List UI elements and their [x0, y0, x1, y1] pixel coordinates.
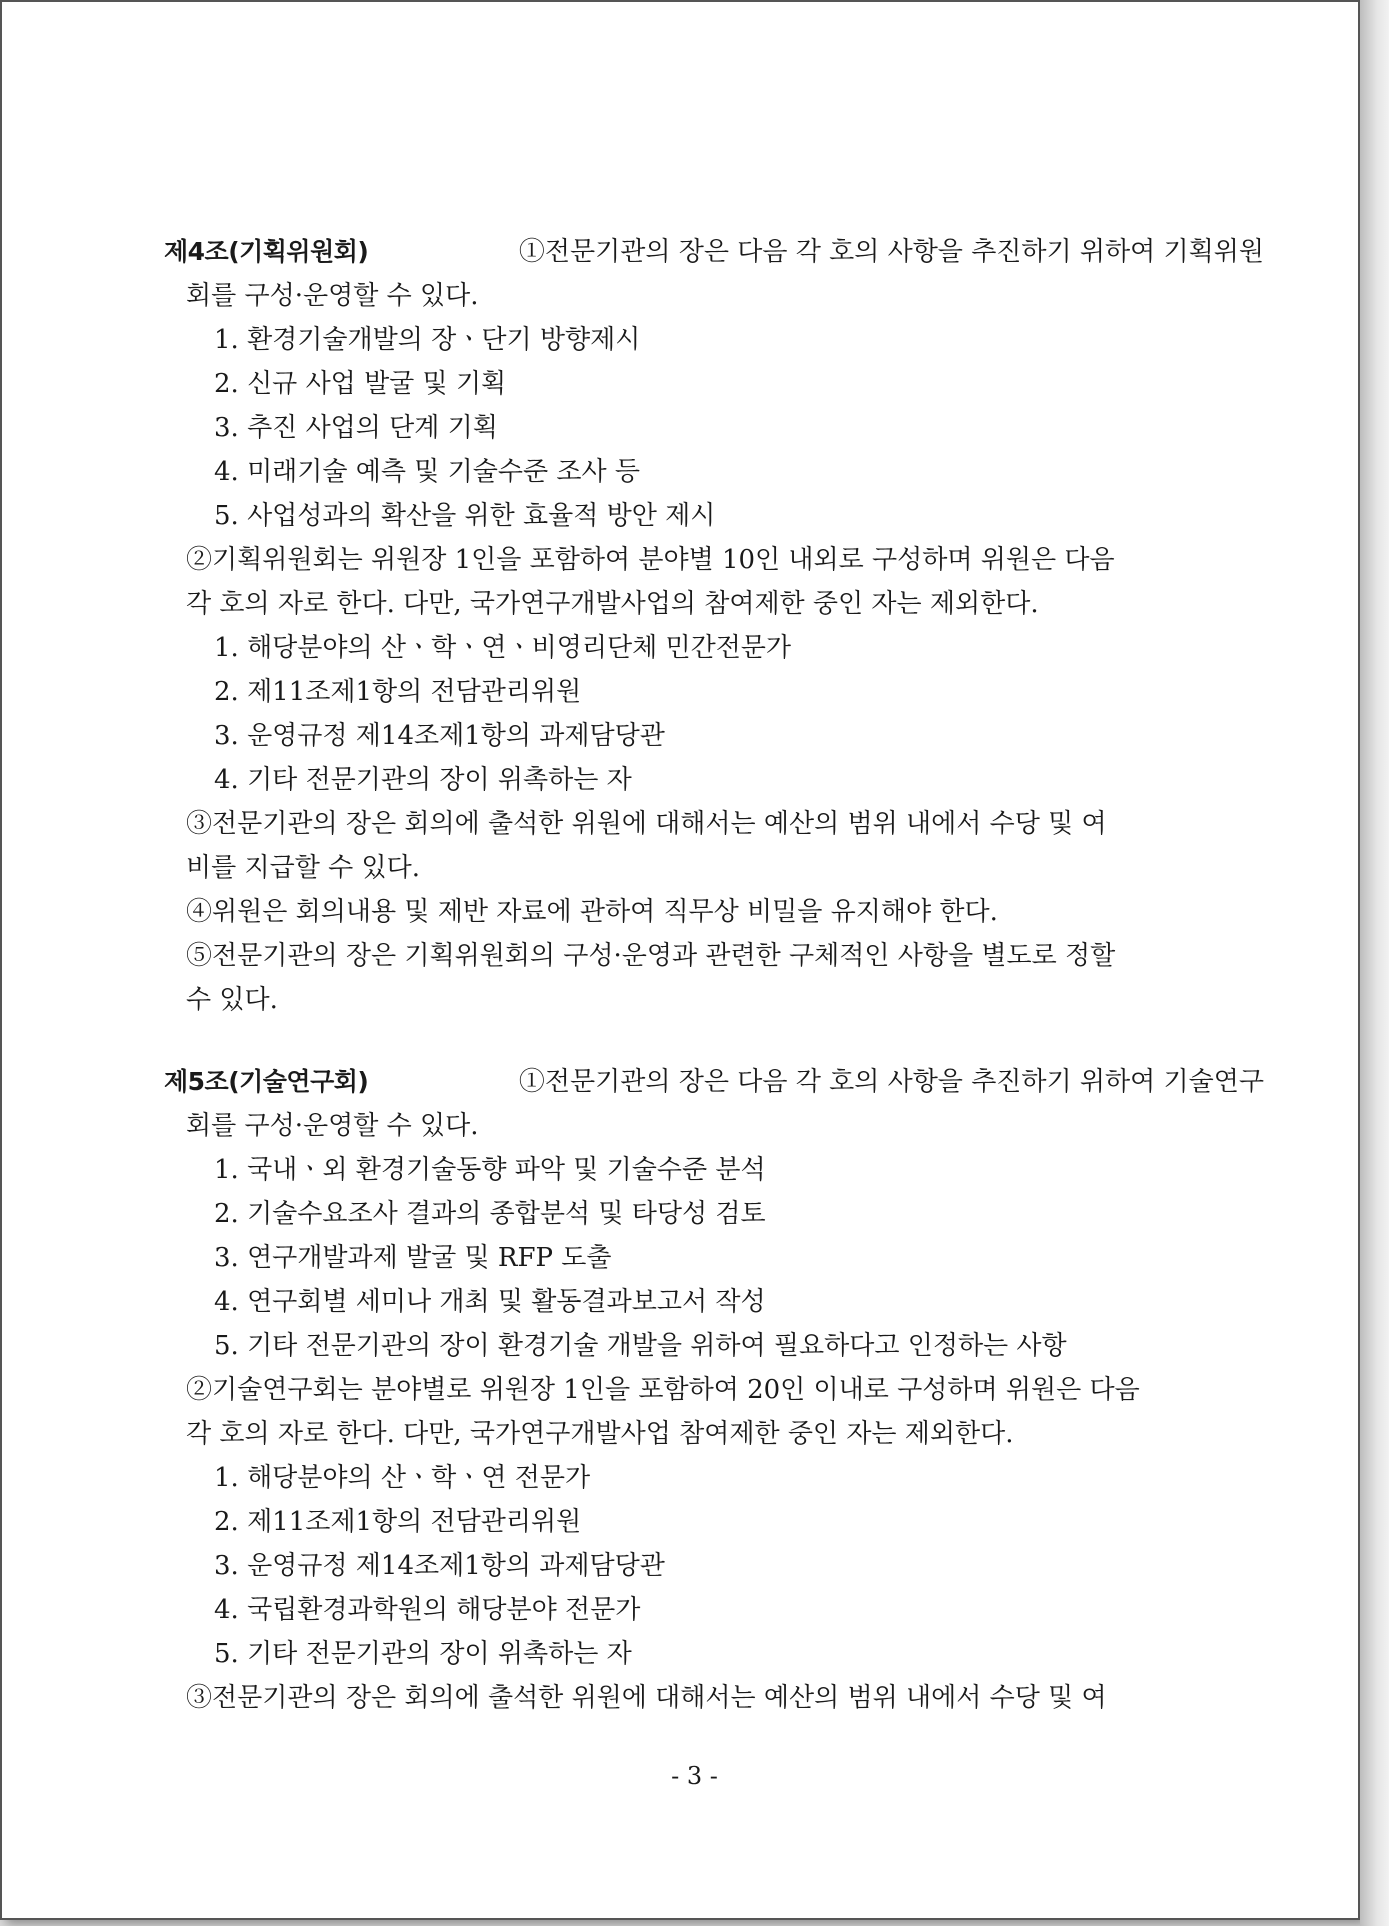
article5-paragraph2-line2: 각 호의 자로 한다. 다만, 국가연구개발사업 참여제한 중인 자는 제외한다. — [186, 1419, 1014, 1449]
article4-item-5: 5. 사업성과의 확산을 위한 효율적 방안 제시 — [214, 501, 716, 531]
document-body — [164, 230, 1264, 1720]
article4-item-1: 1. 환경기술개발의 장ㆍ단기 방향제시 — [214, 325, 641, 355]
article5-member-item-2: 2. 제11조제1항의 전담관리위원 — [214, 1507, 582, 1537]
article5-member-item-1: 1. 해당분야의 산ㆍ학ㆍ연 전문가 — [214, 1463, 591, 1493]
article5-member-item-3: 3. 운영규정 제14조제1항의 과제담당관 — [214, 1551, 665, 1581]
article5-line2: 회를 구성·운영할 수 있다. — [186, 1111, 479, 1141]
article4-item-3: 3. 추진 사업의 단계 기획 — [214, 413, 498, 443]
article4-item-2: 2. 신규 사업 발굴 및 기획 — [214, 369, 507, 399]
article5-item-4: 4. 연구회별 세미나 개최 및 활동결과보고서 작성 — [214, 1287, 766, 1317]
article5-member-item-5: 5. 기타 전문기관의 장이 위촉하는 자 — [214, 1639, 632, 1669]
article4-member-item-1: 1. 해당분야의 산ㆍ학ㆍ연ㆍ비영리단체 민간전문가 — [214, 633, 792, 663]
article4-paragraph5-line1: ⑤전문기관의 장은 기획위원회의 구성·운영과 관련한 구체적인 사항을 별도로 정할 — [186, 941, 1116, 971]
article5-item-2: 2. 기술수요조사 결과의 종합분석 및 타당성 검토 — [214, 1199, 766, 1229]
article4-line2: 회를 구성·운영할 수 있다. — [186, 281, 479, 311]
article5-heading: 제5조(기술연구회) — [164, 1067, 369, 1096]
article4-paragraph3-line1: ③전문기관의 장은 회의에 출석한 위원에 대해서는 예산의 범위 내에서 수당 및 여 — [186, 809, 1107, 839]
article5-member-item-4: 4. 국립환경과학원의 해당분야 전문가 — [214, 1595, 641, 1625]
article5-item-1: 1. 국내ㆍ외 환경기술동향 파악 및 기술수준 분석 — [214, 1155, 766, 1185]
article5-paragraph1-start: ①전문기관의 장은 다음 각 호의 사항을 추진하기 위하여 기술연구 — [518, 1067, 1264, 1097]
article4-item-4: 4. 미래기술 예측 및 기술수준 조사 등 — [214, 457, 641, 487]
article-spacer — [164, 1022, 1264, 1060]
article5-paragraph3-line1: ③전문기관의 장은 회의에 출석한 위원에 대해서는 예산의 범위 내에서 수당 및 여 — [186, 1683, 1107, 1713]
article5-line1 — [164, 1060, 1264, 1104]
article4-paragraph5-line2: 수 있다. — [186, 985, 278, 1015]
article4-paragraph2-line1: ②기획위원회는 위원장 1인을 포함하여 분야별 10인 내외로 구성하며 위원은 다음 — [186, 545, 1115, 575]
article4-paragraph3-line2: 비를 지급할 수 있다. — [186, 853, 420, 883]
page-edge-shadow — [1360, 0, 1389, 1926]
article5-item-5: 5. 기타 전문기관의 장이 환경기술 개발을 위하여 필요하다고 인정하는 사항 — [214, 1331, 1067, 1361]
article4-member-item-4: 4. 기타 전문기관의 장이 위촉하는 자 — [214, 765, 632, 795]
article4-paragraph4-line1: ④위원은 회의내용 및 제반 자료에 관하여 직무상 비밀을 유지해야 한다. — [186, 897, 998, 927]
article5-item-3: 3. 연구개발과제 발굴 및 RFP 도출 — [214, 1243, 612, 1273]
article4-heading: 제4조(기획위원회) — [164, 237, 369, 266]
article4-paragraph2-line2: 각 호의 자로 한다. 다만, 국가연구개발사업의 참여제한 중인 자는 제외한다. — [186, 589, 1039, 619]
article4-member-item-2: 2. 제11조제1항의 전담관리위원 — [214, 677, 582, 707]
page-number: - 3 - — [671, 1762, 718, 1790]
article5-paragraph2-line1: ②기술연구회는 분야별로 위원장 1인을 포함하여 20인 이내로 구성하며 위원은 다음 — [186, 1375, 1140, 1405]
article4-member-item-3: 3. 운영규정 제14조제1항의 과제담당관 — [214, 721, 665, 751]
article4-paragraph1-start: ①전문기관의 장은 다음 각 호의 사항을 추진하기 위하여 기획위원 — [518, 237, 1264, 267]
article4-line1 — [164, 230, 1264, 274]
